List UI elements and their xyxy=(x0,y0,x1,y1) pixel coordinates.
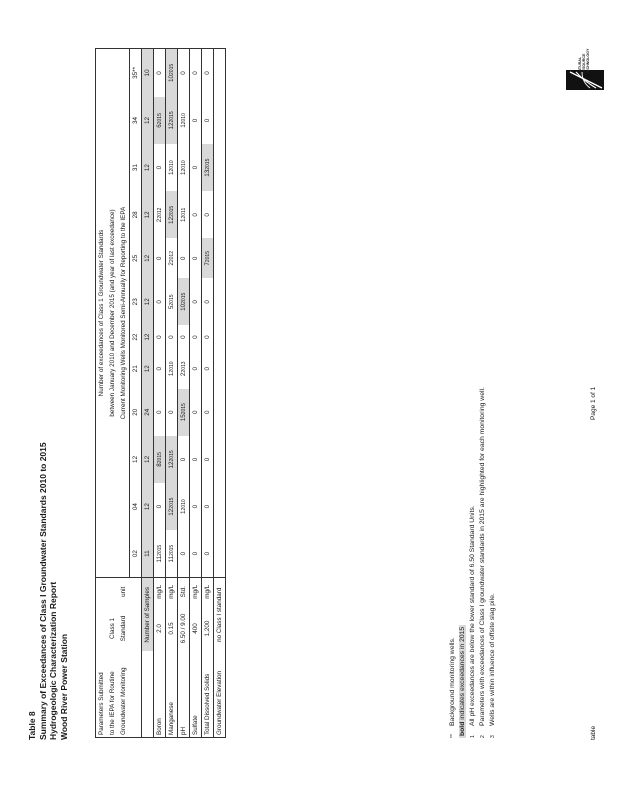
exceedance-cell xyxy=(190,436,202,483)
row-std: 1,200 xyxy=(202,606,214,652)
row-param: Groundwater Elevation xyxy=(214,652,226,738)
exceedance-cell xyxy=(178,97,190,144)
note-ph: 1All pH exceedances are below the lower standard of 6.50 Standard Units. xyxy=(469,505,476,738)
exceedance-count: 0 xyxy=(203,504,211,509)
exceedance-cell xyxy=(154,349,166,389)
exceedance-cell xyxy=(178,278,190,325)
exceedance-year: 2015 xyxy=(156,452,163,464)
well-header: 12 xyxy=(130,436,142,483)
exceedance-cell xyxy=(202,144,214,191)
param-header-3: Groundwater Monitoring xyxy=(118,652,130,738)
exceedance-count: 0 xyxy=(155,367,163,371)
exceedance-cell xyxy=(202,325,214,348)
exceedance-count: 0 xyxy=(203,71,211,75)
exceedance-count: 0 xyxy=(167,335,175,339)
notes xyxy=(448,387,498,738)
exceedance-cell xyxy=(202,389,214,436)
exceedance-cell xyxy=(190,97,202,144)
exceedance-count: 2 xyxy=(179,372,187,377)
well-header-row xyxy=(130,49,142,738)
exceedance-year: 2015 xyxy=(156,113,163,125)
well-header: 22 xyxy=(130,325,142,348)
exceedance-cell xyxy=(154,389,166,436)
exceedance-year: 2013 xyxy=(180,361,187,373)
exceedance-count: 15 xyxy=(179,414,187,422)
exceedance-cell xyxy=(190,389,202,436)
exceedance-cell xyxy=(202,238,214,278)
exceedance-count: 0 xyxy=(203,410,211,414)
exceedance-cell xyxy=(202,278,214,325)
exceedance-count: 0 xyxy=(155,256,163,261)
exceedance-count: 0 xyxy=(191,71,199,75)
exceedance-count: 0 xyxy=(203,335,211,339)
exceedance-count: 0 xyxy=(179,256,187,261)
exceedance-cell xyxy=(154,530,166,577)
row-unit: mg/L xyxy=(190,578,202,606)
std-header-2: Standard xyxy=(119,615,127,642)
sample-count: 12 xyxy=(142,483,154,530)
exceedance-cell xyxy=(190,530,202,577)
exceedance-count: 0 xyxy=(191,300,199,304)
exceedance-cell xyxy=(166,49,178,97)
param-header-1: Parameters Submitted xyxy=(96,652,108,738)
exceedance-count: 11 xyxy=(167,555,175,563)
note-background-wells: **Background monitoring wells. xyxy=(449,637,456,738)
exceedance-year: 2010 xyxy=(168,160,175,172)
exceedance-count: 0 xyxy=(191,256,199,261)
report-name: Hydrogeologic Characterization Report xyxy=(48,581,59,740)
exceedance-cell xyxy=(178,436,190,483)
groundwater-elevation-row xyxy=(214,49,226,738)
table-title: Summary of Exceedances of Class I Groundwater Standards 2010 to 2015 xyxy=(37,442,48,740)
row-param: Boron xyxy=(154,652,166,738)
row-std: 0.15 xyxy=(166,606,178,652)
exceedance-cell xyxy=(202,436,214,483)
exceedance-cell xyxy=(190,349,202,389)
exceedance-count: 0 xyxy=(179,457,187,462)
exceedance-cell xyxy=(178,483,190,530)
exceedance-cell xyxy=(154,238,166,278)
exceedance-cell xyxy=(154,97,166,144)
exceedance-count: 1 xyxy=(179,124,187,128)
exceedance-year: 2015 xyxy=(168,544,175,556)
exceedance-count: 6 xyxy=(155,124,163,128)
well-header: 04 xyxy=(130,483,142,530)
exceedance-cell xyxy=(190,483,202,530)
exceedance-count: 0 xyxy=(155,335,163,339)
logo-text: NATURAL RESOURCE TECHNOLOGY xyxy=(578,48,591,74)
row-std: no Class I standard xyxy=(214,578,226,652)
unit-header: unit xyxy=(118,578,130,606)
page-number: Page 1 of 1 xyxy=(590,386,597,420)
samples-label: Number of Samples xyxy=(142,578,154,652)
note-slag: 3Wells are within influence of offsite slag pile. xyxy=(489,593,496,738)
exceedance-cell xyxy=(190,144,202,191)
exceedance-count: 0 xyxy=(203,118,211,123)
exceedance-count: 1 xyxy=(179,510,187,514)
exceedance-cell xyxy=(202,530,214,577)
exceedance-year: 2010 xyxy=(180,499,187,511)
exceedance-cell xyxy=(178,144,190,191)
table-number: Table 8 xyxy=(27,711,37,740)
exceedance-count: 0 xyxy=(179,335,187,339)
exceedance-cell xyxy=(202,49,214,97)
note-highlight: 2Parameters with exceedances of Class I groundwater standards in 2015 are highlighted for each monitoring well. xyxy=(479,387,486,738)
exceedance-cell xyxy=(202,97,214,144)
exceedance-count: 1 xyxy=(179,171,187,175)
exceedance-count: 12 xyxy=(167,461,175,469)
sample-count: 12 xyxy=(142,436,154,483)
exceedance-count: 0 xyxy=(191,118,199,123)
exceedance-year: 2015 xyxy=(204,251,211,263)
exceedance-cell xyxy=(190,238,202,278)
row-unit: mg/L xyxy=(166,578,178,606)
row-param: Total Dissolved Solids xyxy=(202,652,214,738)
exceedance-year: 2010 xyxy=(180,160,187,172)
well-header: 02 xyxy=(130,530,142,577)
exceedance-cell xyxy=(178,389,190,436)
exceedance-year: 2010 xyxy=(180,113,187,125)
row-unit: mg/L xyxy=(202,578,214,606)
exceedance-cell xyxy=(166,144,178,191)
exceedance-cell xyxy=(178,191,190,238)
exceedance-count: 0 xyxy=(155,300,163,304)
exceedance-cell xyxy=(202,483,214,530)
exceedance-year: 2015 xyxy=(180,292,187,304)
exceedance-count: 2 xyxy=(167,262,175,266)
table-title-2: between January 2010 and December 2015 (and year of last exceedance) xyxy=(107,49,118,578)
sample-count: 12 xyxy=(142,97,154,144)
well-header: 35** xyxy=(130,49,142,97)
exceedance-count: 8 xyxy=(155,463,163,467)
document-header xyxy=(27,442,69,740)
exceedance-count: 12 xyxy=(167,122,175,130)
exceedance-count: 1 xyxy=(179,218,187,223)
exceedance-table xyxy=(95,48,226,738)
sample-count: 12 xyxy=(142,238,154,278)
well-header: 21 xyxy=(130,349,142,389)
exceedance-count: 10 xyxy=(167,74,175,82)
exceedance-cell xyxy=(166,238,178,278)
exceedance-count: 0 xyxy=(203,213,211,217)
well-header: 34 xyxy=(130,97,142,144)
sample-count: 12 xyxy=(142,144,154,191)
exceedance-year: 2012 xyxy=(156,207,163,219)
exceedance-count: 0 xyxy=(191,165,199,170)
table-title-3: Current Monitoring Wells Monitored Semi-Annually for Reporting to the IEPA xyxy=(118,49,130,578)
exceedance-cell xyxy=(178,530,190,577)
exceedance-cell xyxy=(166,436,178,483)
table-row xyxy=(154,49,166,738)
site-name: Wood River Power Station xyxy=(58,633,69,740)
exceedance-count: 0 xyxy=(155,71,163,75)
param-header-2: to the IEPA for Routine xyxy=(107,652,118,738)
sample-count: 11 xyxy=(142,530,154,577)
exceedance-cell xyxy=(190,325,202,348)
exceedance-cell xyxy=(166,278,178,325)
exceedance-count: 1 xyxy=(167,171,175,175)
sample-count: 24 xyxy=(142,389,154,436)
exceedance-cell xyxy=(154,325,166,348)
exceedance-cell xyxy=(178,325,190,348)
exceedance-cell xyxy=(154,144,166,191)
exceedance-cell xyxy=(154,483,166,530)
well-header: 25 xyxy=(130,238,142,278)
well-header: 31 xyxy=(130,144,142,191)
row-std: 2.0 xyxy=(154,606,166,652)
exceedance-year: 2015 xyxy=(168,63,175,75)
well-header: 28 xyxy=(130,191,142,238)
exceedance-count: 0 xyxy=(191,457,199,462)
exceedance-count: 2 xyxy=(155,218,163,223)
footer-filename: table xyxy=(590,725,597,740)
exceedance-count: 7 xyxy=(203,262,211,266)
exceedance-count: 10 xyxy=(179,303,187,311)
exceedance-year: 2015 xyxy=(204,158,211,170)
std-header-1: Class 1 xyxy=(108,618,116,639)
exceedance-count: 0 xyxy=(203,457,211,462)
exceedance-count: 0 xyxy=(191,504,199,509)
sample-count: 12 xyxy=(142,278,154,325)
exceedance-year: 2015 xyxy=(168,205,175,217)
exceedance-count: 0 xyxy=(191,213,199,217)
exceedance-count: 0 xyxy=(203,367,211,371)
exceedance-cell xyxy=(166,97,178,144)
exceedance-cell xyxy=(178,238,190,278)
table-row xyxy=(190,49,202,738)
exceedance-cell xyxy=(166,483,178,530)
row-std: 6.50 / 9.00 xyxy=(178,606,190,652)
exceedance-cell xyxy=(190,191,202,238)
exceedance-count: 13 xyxy=(203,169,211,177)
exceedance-cell xyxy=(154,49,166,97)
exceedance-cell xyxy=(202,191,214,238)
exceedance-count: 0 xyxy=(191,335,199,339)
exceedance-count: 0 xyxy=(155,410,163,414)
exceedance-cell xyxy=(166,389,178,436)
exceedance-year: 2015 xyxy=(168,111,175,123)
exceedance-count: 1 xyxy=(167,372,175,377)
row-std: 400 xyxy=(190,606,202,652)
exceedance-year: 2015 xyxy=(168,450,175,462)
exceedance-count: 0 xyxy=(155,165,163,170)
exceedance-year: 2011 xyxy=(180,207,187,219)
exceedance-cell xyxy=(154,191,166,238)
exceedance-cell xyxy=(154,278,166,325)
exceedance-cell xyxy=(190,278,202,325)
exceedance-cell xyxy=(166,325,178,348)
exceedance-cell xyxy=(178,49,190,97)
sample-count: 10 xyxy=(142,49,154,97)
table-row xyxy=(166,49,178,738)
exceedance-count: 0 xyxy=(191,551,199,556)
exceedance-year: 2015 xyxy=(180,403,187,415)
exceedance-cell xyxy=(154,436,166,483)
table-title-1: Number of exceedances of Class 1 Groundwater Standards xyxy=(96,49,108,578)
exceedance-year: 2012 xyxy=(168,251,175,263)
exceedance-count: 12 xyxy=(167,216,175,224)
exceedance-year: 2015 xyxy=(168,497,175,509)
exceedance-year: 2010 xyxy=(168,361,175,373)
row-unit: Std. xyxy=(178,578,190,606)
exceedance-year: 2015 xyxy=(156,544,163,556)
row-unit: mg/L xyxy=(154,578,166,606)
exceedance-count: 0 xyxy=(191,410,199,414)
exceedance-count: 0 xyxy=(191,367,199,371)
table-row xyxy=(202,49,214,738)
company-logo xyxy=(566,44,608,90)
note-bold: bold indicates exceedances in 2015 xyxy=(459,626,466,736)
exceedance-count: 12 xyxy=(167,508,175,516)
exceedance-cell xyxy=(166,530,178,577)
sample-count-row xyxy=(142,49,154,738)
table-row xyxy=(178,49,190,738)
sample-count: 12 xyxy=(142,325,154,348)
row-param: Manganese xyxy=(166,652,178,738)
exceedance-cell xyxy=(190,49,202,97)
well-header: 20 xyxy=(130,389,142,436)
exceedance-cell xyxy=(166,191,178,238)
exceedance-count: 0 xyxy=(179,551,187,556)
exceedance-count: 0 xyxy=(179,71,187,75)
exceedance-count: 5 xyxy=(167,305,175,310)
exceedance-count: 0 xyxy=(203,300,211,304)
exceedance-count: 0 xyxy=(167,410,175,414)
exceedance-year: 2015 xyxy=(168,294,175,306)
well-header: 23 xyxy=(130,278,142,325)
row-param: Sulfate xyxy=(190,652,202,738)
exceedance-count: 11 xyxy=(155,555,163,563)
exceedance-count: 0 xyxy=(203,551,211,556)
exceedance-cell xyxy=(166,349,178,389)
sample-count: 12 xyxy=(142,191,154,238)
row-param: pH xyxy=(178,652,190,738)
exceedance-cell xyxy=(178,349,190,389)
exceedance-cell xyxy=(202,349,214,389)
sample-count: 12 xyxy=(142,349,154,389)
exceedance-count: 0 xyxy=(155,504,163,509)
